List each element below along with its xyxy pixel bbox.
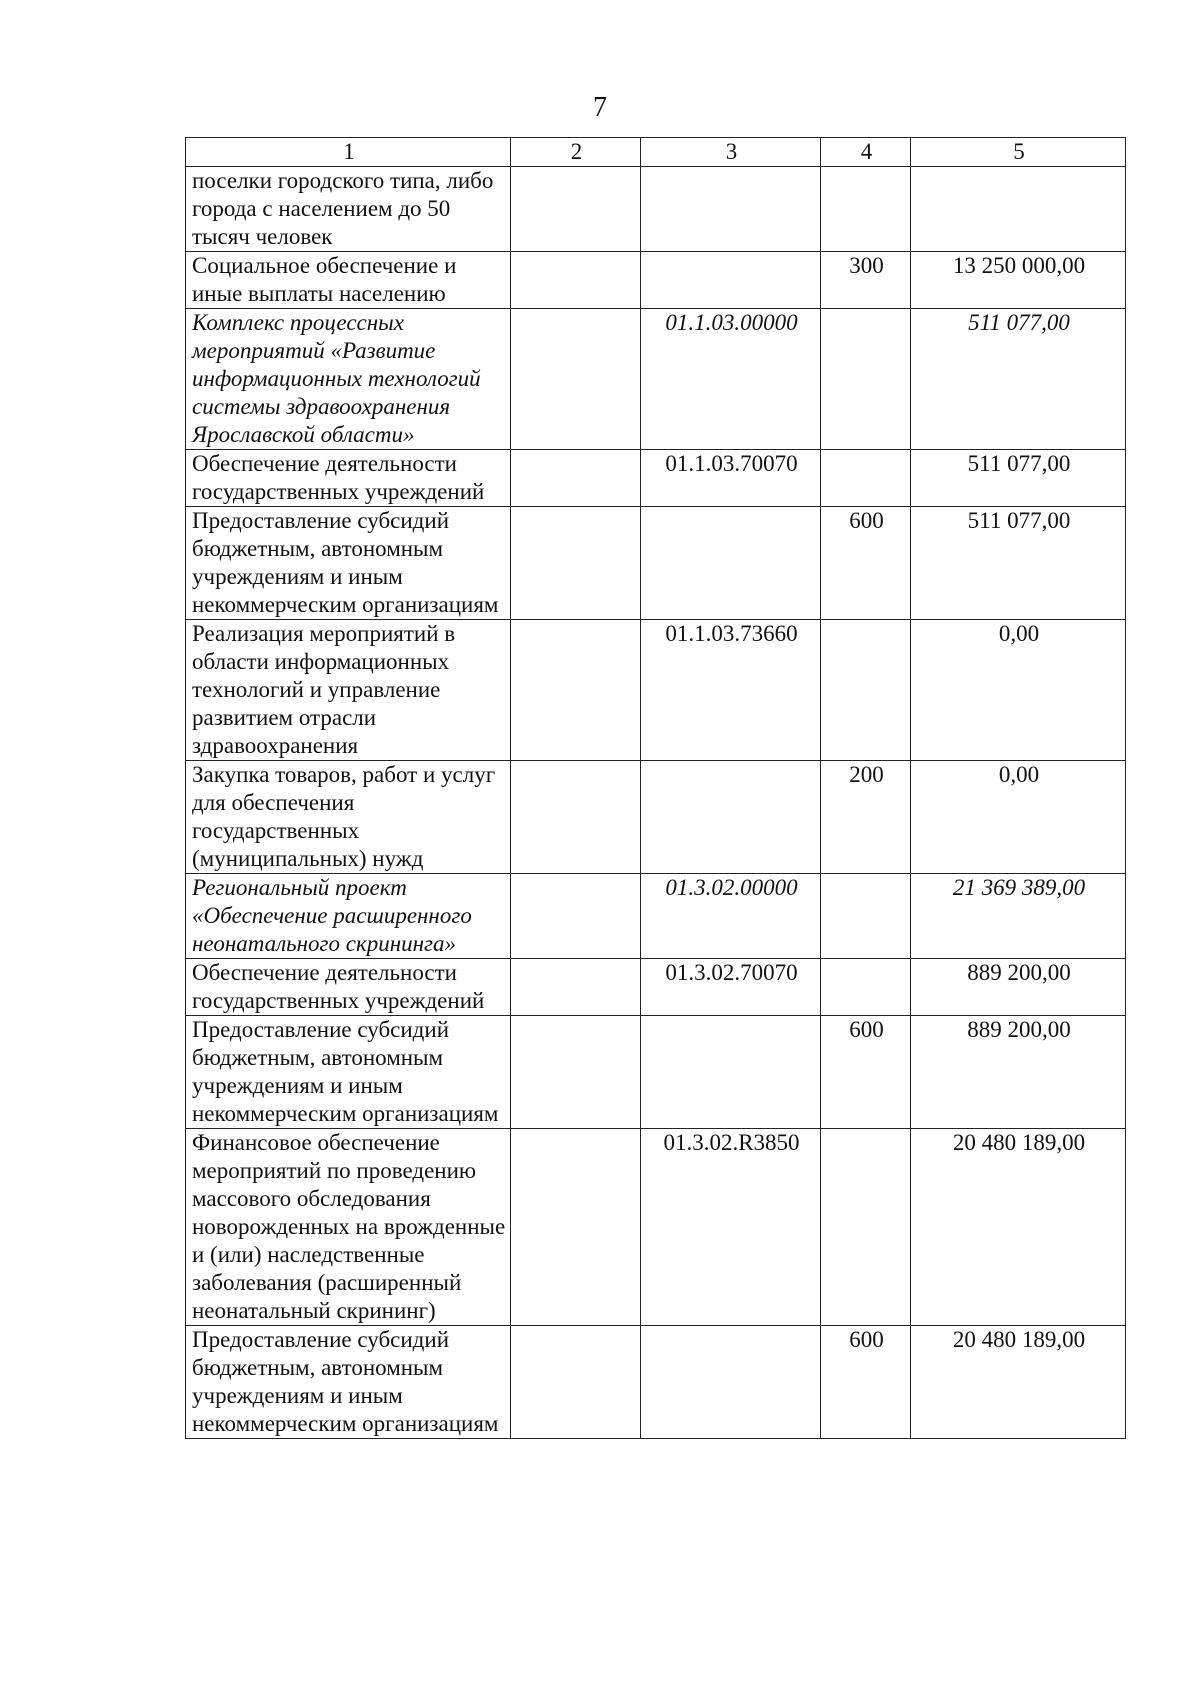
page-number: 7 <box>593 92 607 123</box>
row-expense-type-cell <box>821 620 911 761</box>
row-name-cell: Комплекс процессных мероприятий «Развитие информационных технологий системы здравоохранения Ярославской области» <box>186 309 511 450</box>
row-name-cell: поселки городского типа, либо города с населением до 50 тысяч человек <box>186 167 511 252</box>
table-row <box>186 450 1126 507</box>
row-name-cell: Предоставление субсидий бюджетным, автономным учреждениям и иным некоммерческим организациям <box>186 1016 511 1129</box>
row-expense-type-cell: 300 <box>821 252 911 309</box>
row-code-cell: 01.1.03.73660 <box>641 620 821 761</box>
row-col2-cell <box>511 620 641 761</box>
row-expense-type-cell: 600 <box>821 1016 911 1129</box>
row-sum-cell: 511 077,00 <box>911 309 1126 450</box>
row-sum-cell: 889 200,00 <box>911 959 1126 1016</box>
row-code-cell <box>641 761 821 874</box>
row-col2-cell <box>511 309 641 450</box>
row-name-cell: Предоставление субсидий бюджетным, автономным учреждениям и иным некоммерческим организациям <box>186 507 511 620</box>
table-row <box>186 252 1126 309</box>
row-expense-type-cell: 600 <box>821 507 911 620</box>
row-code-cell <box>641 1326 821 1439</box>
row-expense-type-cell <box>821 167 911 252</box>
table-header <box>186 138 1126 167</box>
row-col2-cell <box>511 252 641 309</box>
row-name-cell: Обеспечение деятельности государственных учреждений <box>186 450 511 507</box>
row-col2-cell <box>511 1016 641 1129</box>
row-expense-type-cell: 200 <box>821 761 911 874</box>
table-row <box>186 1016 1126 1129</box>
row-code-cell: 01.1.03.00000 <box>641 309 821 450</box>
row-expense-type-cell <box>821 309 911 450</box>
row-code-cell: 01.3.02.70070 <box>641 959 821 1016</box>
row-col2-cell <box>511 1326 641 1439</box>
row-code-cell <box>641 507 821 620</box>
row-code-cell <box>641 167 821 252</box>
table-row <box>186 959 1126 1016</box>
header-col-4: 4 <box>821 138 911 167</box>
row-col2-cell <box>511 167 641 252</box>
row-name-cell: Закупка товаров, работ и услуг для обеспечения государственных (муниципальных) нужд <box>186 761 511 874</box>
row-code-cell: 01.3.02.R3850 <box>641 1129 821 1326</box>
table-row <box>186 167 1126 252</box>
row-name-cell: Предоставление субсидий бюджетным, автономным учреждениям и иным некоммерческим организациям <box>186 1326 511 1439</box>
row-code-cell: 01.1.03.70070 <box>641 450 821 507</box>
row-col2-cell <box>511 450 641 507</box>
row-name-cell: Реализация мероприятий в области информационных технологий и управление развитием отрасли здравоохранения <box>186 620 511 761</box>
row-sum-cell: 20 480 189,00 <box>911 1129 1126 1326</box>
table-row <box>186 309 1126 450</box>
header-col-1: 1 <box>186 138 511 167</box>
table-row <box>186 620 1126 761</box>
table-body <box>186 167 1126 1439</box>
row-sum-cell: 20 480 189,00 <box>911 1326 1126 1439</box>
row-col2-cell <box>511 761 641 874</box>
row-col2-cell <box>511 874 641 959</box>
table-row <box>186 761 1126 874</box>
header-col-3: 3 <box>641 138 821 167</box>
row-code-cell <box>641 252 821 309</box>
row-name-cell: Обеспечение деятельности государственных учреждений <box>186 959 511 1016</box>
row-expense-type-cell <box>821 874 911 959</box>
row-code-cell: 01.3.02.00000 <box>641 874 821 959</box>
row-sum-cell: 511 077,00 <box>911 450 1126 507</box>
row-expense-type-cell <box>821 450 911 507</box>
row-col2-cell <box>511 1129 641 1326</box>
header-col-2: 2 <box>511 138 641 167</box>
table-row <box>186 874 1126 959</box>
header-col-5: 5 <box>911 138 1126 167</box>
budget-table <box>185 137 1126 1439</box>
table-row <box>186 1326 1126 1439</box>
row-col2-cell <box>511 959 641 1016</box>
table-row <box>186 1129 1126 1326</box>
table-row <box>186 507 1126 620</box>
row-name-cell: Финансовое обеспечение мероприятий по проведению массового обследования новорожденных на врожденные и (или) наследственные заболевания (расширенный неонатальный скрининг) <box>186 1129 511 1326</box>
row-sum-cell: 21 369 389,00 <box>911 874 1126 959</box>
row-code-cell <box>641 1016 821 1129</box>
row-expense-type-cell: 600 <box>821 1326 911 1439</box>
row-sum-cell: 889 200,00 <box>911 1016 1126 1129</box>
row-col2-cell <box>511 507 641 620</box>
row-sum-cell: 511 077,00 <box>911 507 1126 620</box>
row-sum-cell: 0,00 <box>911 761 1126 874</box>
row-sum-cell: 13 250 000,00 <box>911 252 1126 309</box>
row-expense-type-cell <box>821 959 911 1016</box>
row-expense-type-cell <box>821 1129 911 1326</box>
row-sum-cell <box>911 167 1126 252</box>
header-row <box>186 138 1126 167</box>
row-name-cell: Региональный проект «Обеспечение расширенного неонатального скрининга» <box>186 874 511 959</box>
row-name-cell: Социальное обеспечение и иные выплаты населению <box>186 252 511 309</box>
row-sum-cell: 0,00 <box>911 620 1126 761</box>
